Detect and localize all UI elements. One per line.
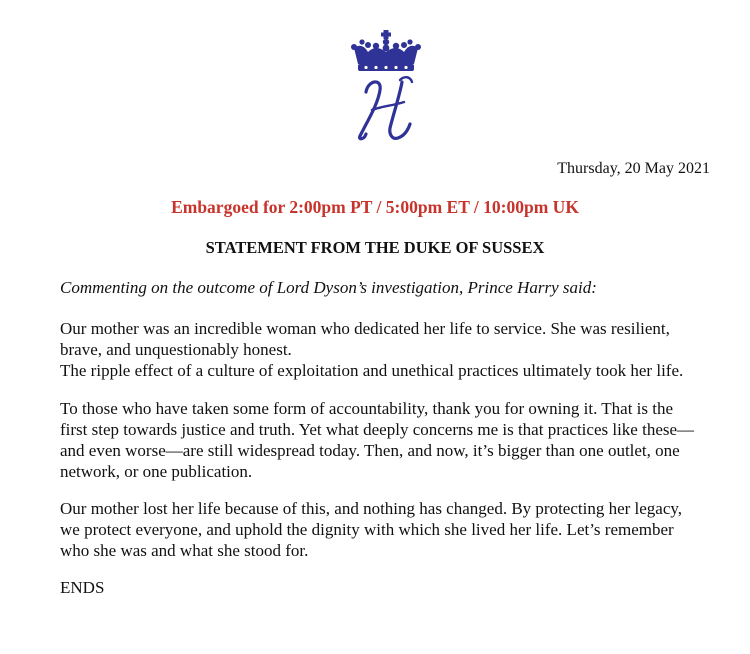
statement-paragraph-2 (60, 398, 720, 482)
statement-title: STATEMENT FROM THE DUKE OF SUSSEX (205, 238, 545, 257)
statement-paragraph-3 (60, 498, 720, 561)
statement-ends: ENDS (60, 578, 105, 597)
statement-date: Thursday, 20 May 2021 (557, 160, 710, 177)
paragraph-line: The ripple effect of a culture of exploitation and unethical practices ultimately took her life. (60, 361, 684, 380)
paragraph-line: who she was and what she stood for. (60, 541, 309, 560)
paragraph-line: brave, and unquestionably honest. (60, 340, 292, 359)
paragraph-line: Our mother lost her life because of this, and nothing has changed. By protecting her legacy, (60, 499, 683, 518)
paragraph-line: network, or one publication. (60, 462, 253, 481)
embargo-notice: Embargoed for 2:00pm PT / 5:00pm ET / 10:00pm UK (171, 197, 579, 217)
statement-paragraph-1 (60, 318, 720, 381)
paragraph-line: To those who have taken some form of accountability, thank you for owning it. That is the (60, 399, 674, 418)
royal-monogram-crown-h (338, 28, 434, 146)
paragraph-line: first step towards justice and truth. Yet what deeply concerns me is that practices like these— (60, 420, 695, 439)
statement-intro: Commenting on the outcome of Lord Dyson’s investigation, Prince Harry said: (60, 278, 597, 297)
paragraph-line: Our mother was an incredible woman who dedicated her life to service. She was resilient, (60, 319, 670, 338)
paragraph-line: and even worse—are still widespread today. Then, and now, it’s bigger than one outlet, one (60, 441, 680, 460)
paragraph-line: we protect everyone, and uphold the dignity with which she lived her life. Let’s remember (60, 520, 674, 539)
